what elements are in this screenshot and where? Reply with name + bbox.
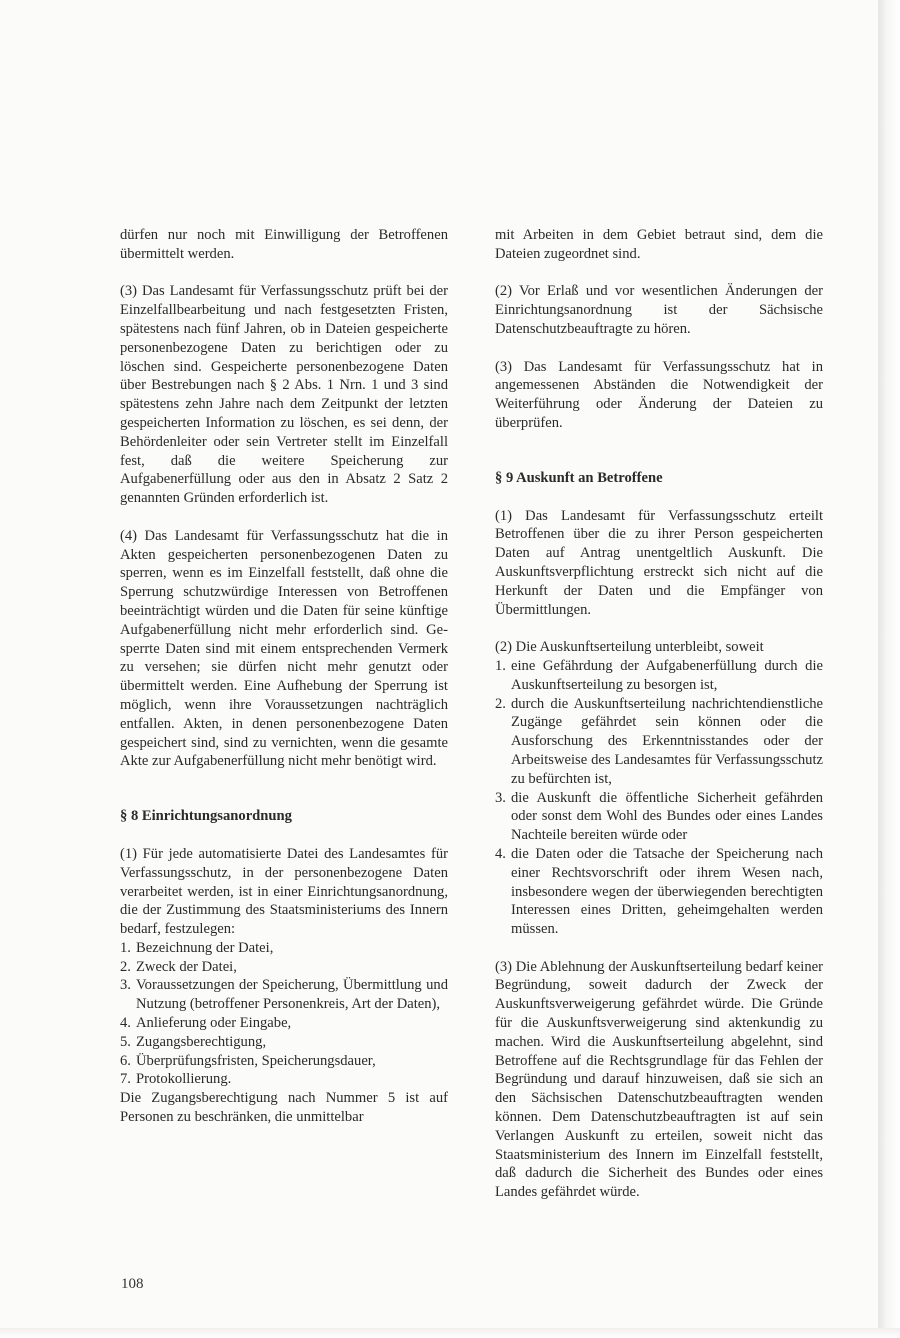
section-heading-8: § 8 Einrichtungsanordnung: [120, 808, 292, 825]
list-item: 2. Zweck der Datei,: [120, 958, 237, 975]
paragraph-9-1: (1) Das Landesamt für Verfassungsschutz erteilt Betroffenen über die zu ihrer Person gespeicherten Daten auf Antrag unentgeltlich Auskunft. Die Auskunftsverpflichtung erstreckt sich nicht auf die Herkunft der Daten und die Empfänger von Übermittlungen.: [495, 507, 823, 618]
list-item: 1. eine Gefährdung der Aufgabenerfüllung durch die Auskunftserteilung zu besorgen ist,: [495, 657, 823, 693]
list-8: [120, 939, 448, 1089]
paragraph-7-3: (3) Das Landesamt für Verfassungsschutz prüft bei der Einzelfallbearbeitung und nach festgesetzten Fristen, spätestens nach fünf Jahren, ob in Dateien gespeicherte personenbezogene Daten zu berichtigen oder zu löschen sind. Gespeicherte personenbezogene Daten über Bestrebungen nach § 2 Abs. 1 Nrn. 1 und 3 sind spätestens zehn Jahre nach dem Zeitpunkt der letzten gespeicherten Information zu löschen, es sei denn, der Behördenleiter oder sein Vertreter stellt im Einzelfall fest, daß die weitere Speicherung zur Aufgabenerfüllung oder aus den in Absatz 2 Satz 2 genannten Gründen erforderlich ist.: [120, 283, 448, 507]
list-item: 7. Protokollierung.: [120, 1071, 232, 1088]
list-9: [495, 657, 823, 939]
list-item: 4. die Daten oder die Tatsache der Speicherung nach einer Rechtsvorschrift oder ihrem Wesen nach, insbesondere wegen der überwiegenden berechtigten Interessen eines Dritten, geheimgehalten werden müssen.: [495, 845, 823, 938]
paragraph-7-4: (4) Das Landesamt für Verfassungsschutz hat die in Akten gespeicherten personenbezogenen Daten zu sperren, wenn es im Einzelfall feststellt, daß ohne die Sperrung schutzwürdige Interessen von Betroffenen beeinträchtigt würden und die Daten für seine künftige Aufgabenerfüllung nicht mehr erforderlich sind. Gesperrte Daten sind mit einem entsprechenden Vermerk zu versehen; sie dürfen nicht mehr genutzt oder übermittelt werden. Eine Aufhebung der Sperrung ist möglich, wenn ihre Voraussetzungen nachträglich entfallen. Akten, in denen personenbezogene Daten gespeichert sind, sind zu vernichten, wenn die gesamte Akte zur Aufgabenerfüllung nicht mehr benötigt wird.: [120, 527, 448, 770]
page-edge-shadow: [878, 0, 900, 1338]
paragraph-8-2: (2) Vor Erlaß und vor wesentlichen Änderungen der Einrichtungsanordnung ist der Sächsische Datenschutzbeauftragte zu hören.: [495, 283, 823, 337]
list-item: 2. durch die Auskunftserteilung nachrichtendienstliche Zugänge gefährdet sein können oder die Ausforschung des Erkenntnisstandes oder der Arbeitsweise des Landesamtes für Verfassungsschutz zu befürchten ist,: [495, 695, 823, 787]
section-heading-9: § 9 Auskunft an Betroffene: [495, 469, 663, 486]
page-number: 108: [121, 1276, 144, 1292]
paragraph-9-2: (2) Die Auskunftserteilung unterbleibt, soweit: [495, 639, 764, 656]
list-item: 4. Anlieferung oder Eingabe,: [120, 1015, 292, 1032]
page-bottom-edge: [0, 1328, 900, 1338]
list-item: 5. Zugangsberechtigung,: [120, 1033, 267, 1050]
paragraph-continuation-left: dürfen nur noch mit Einwilligung der Betroffenen übermittelt werden.: [120, 227, 448, 262]
right-column: [495, 226, 823, 1221]
paragraph-9-3: (3) Die Ablehnung der Auskunftserteilung bedarf keiner Begründung, soweit dadurch der Zweck der Auskunftsverweigerung gefährdet würde. Die Gründe für die Auskunftsverweigerung sind aktenkundig zu machen. Wird die Auskunftserteilung abgelehnt, sind Betroffene auf die Rechtsgrundlage für das Fehlen der Begründung und darauf hinzuweisen, daß sie sich an den Sächsischen Datenschutzbeauftragten wenden können. Dem Datenschutzbeauftragten ist auf sein Verlangen Auskunft zu erteilen, soweit nicht das Staatsministerium des Innern im Einzelfall feststellt, daß dadurch die Sicherheit des Bundes oder eines Landes gefährdet würde.: [495, 958, 823, 1201]
list-item: 6. Überprüfungsfristen, Speicherungsdauer,: [120, 1052, 376, 1069]
paragraph-continuation-right: mit Arbeiten in dem Gebiet betraut sind, dem die Dateien zugeordnet sind.: [495, 227, 823, 262]
paragraph-8-1: (1) Für jede automatisierte Datei des Landesamtes für Verfassungsschutz, in der personenbezogene Daten verarbeitet werden, ist in einer Einrichtungsanordnung, die der Zustimmung des Staatsministeriums des Innern bedarf, festzulegen:: [120, 845, 448, 938]
list-item: 3. die Auskunft die öffentliche Sicherheit gefährden oder sonst dem Wohl des Bundes oder eines Landes Nachteile bereiten würde oder: [495, 789, 823, 844]
paragraph-8-3: (3) Das Landesamt für Verfassungsschutz hat in angemessenen Abständen die Notwendigkeit der Weiterführung oder Änderung der Dateien zu überprüfen.: [495, 358, 823, 431]
left-column: [120, 226, 448, 1127]
list-item: 3. Voraussetzungen der Speicherung, Übermittlung und Nutzung (betroffener Personenkreis, Art der Daten),: [120, 977, 448, 1013]
list-item: 1. Bezeichnung der Datei,: [120, 939, 274, 956]
paragraph-8-1-end: Die Zugangsberechtigung nach Nummer 5 ist auf Personen zu beschränken, die unmittelbar: [120, 1090, 448, 1126]
